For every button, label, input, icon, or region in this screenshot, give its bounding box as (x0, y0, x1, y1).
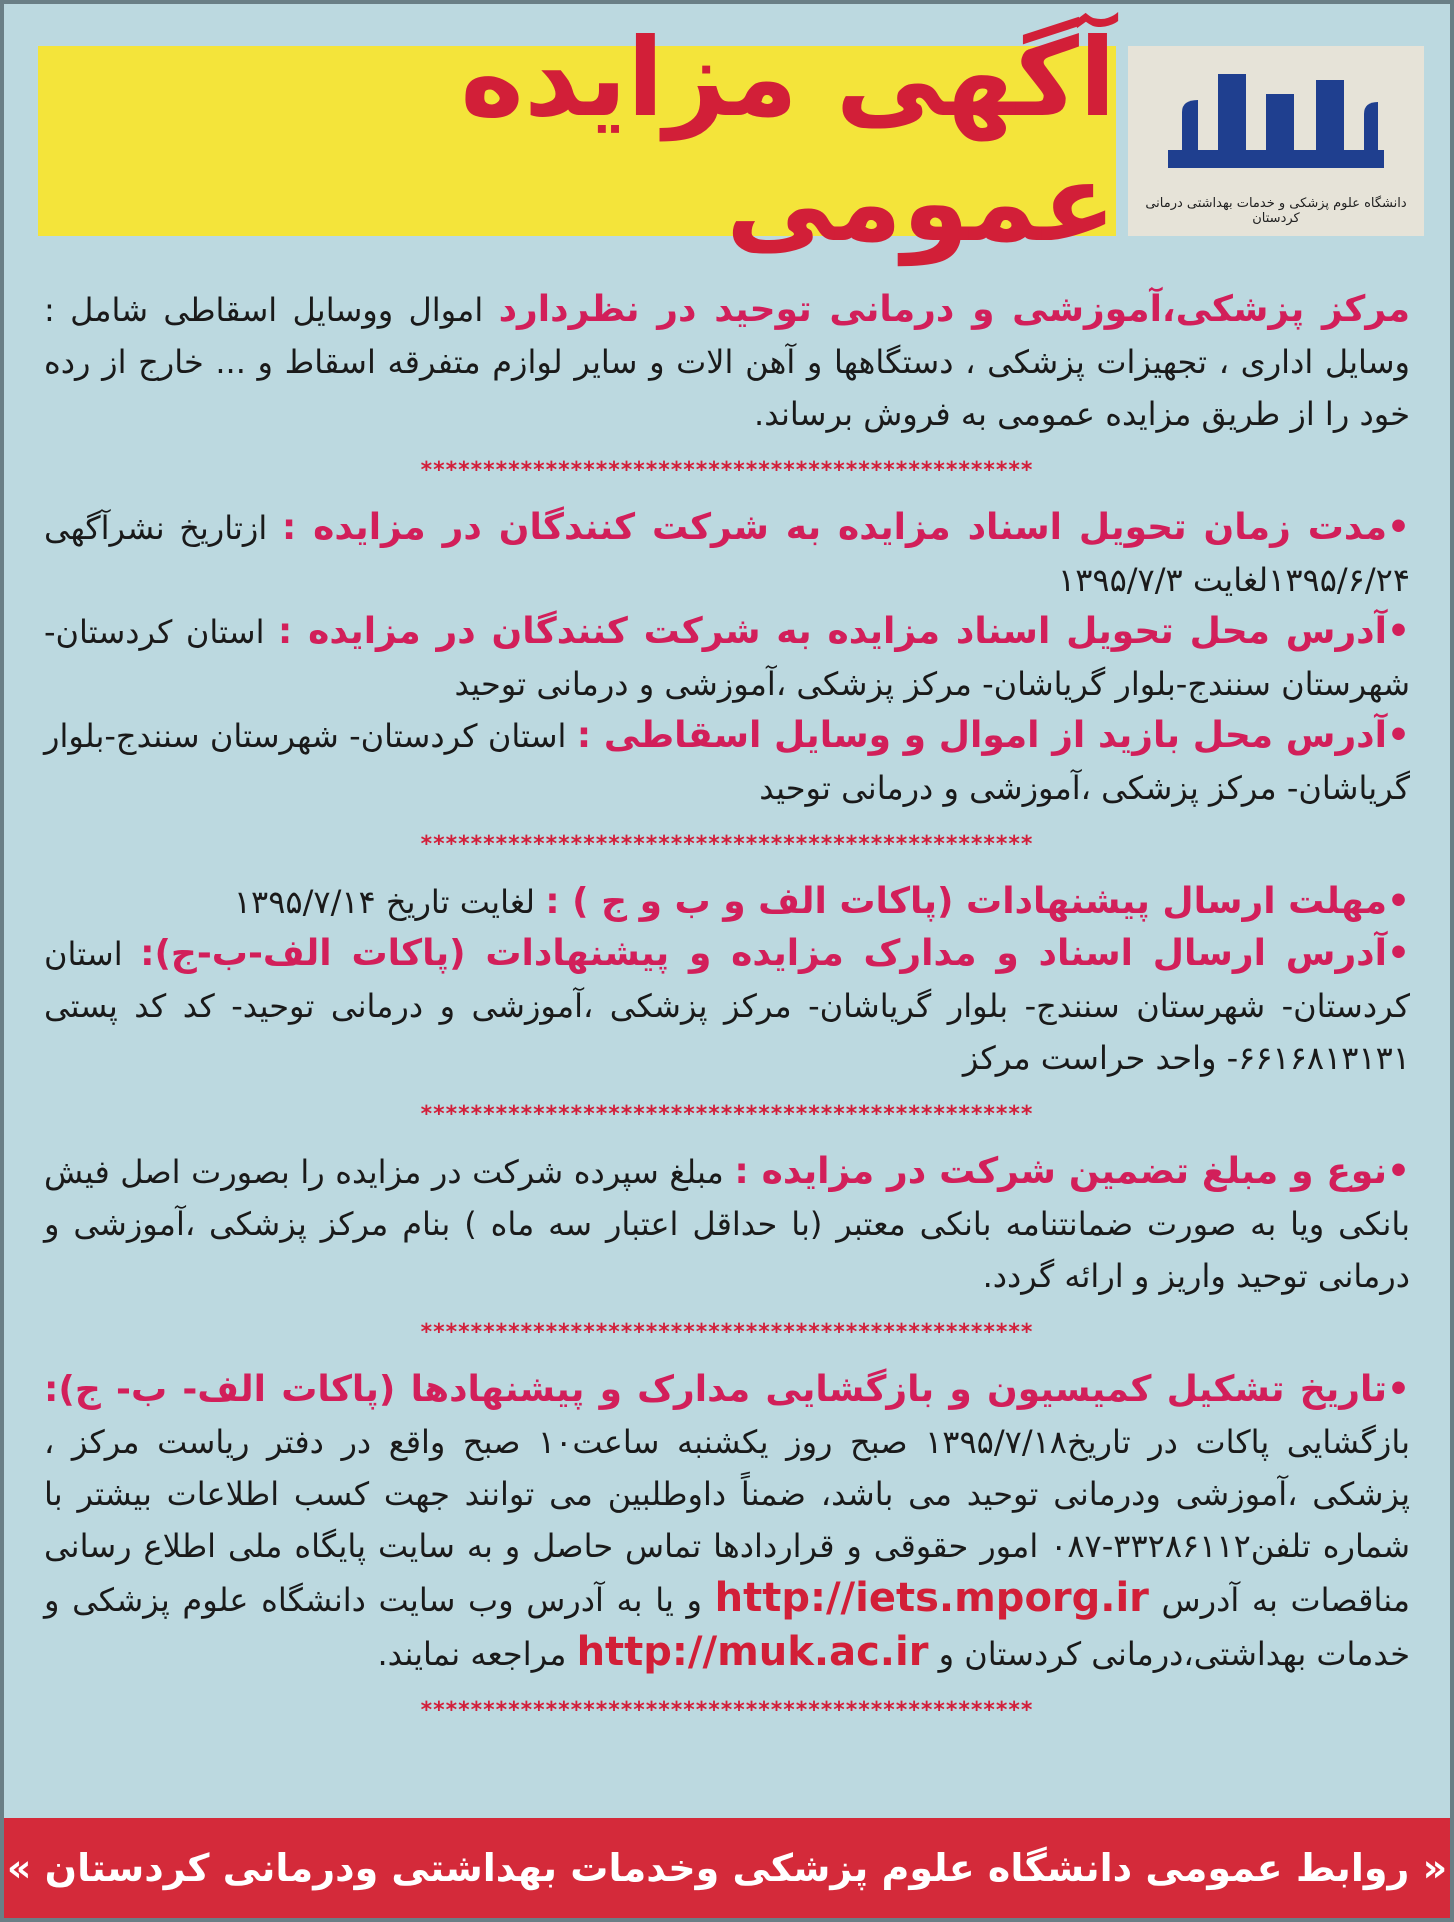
intro-paragraph (44, 284, 1410, 440)
page-title: آگهی مزایده عمومی (460, 16, 1116, 266)
title-box (38, 16, 1116, 266)
divider: ************************************************* (420, 1320, 1034, 1345)
header (34, 16, 1428, 266)
section-guarantee: •نوع و مبلغ تضمین شرکت در مزایده : مبلغ سپرده شرکت در مزایده را بصورت اصل فیش بانکی ویا به صورت ضمانتنامه بانکی معتبر (با حداقل اعتبار سه ماه ) بنام مرکز پزشکی ،آموزشی و درمانی توحید واریز و ارائه گردد. (44, 1151, 1411, 1295)
section-delivery-period: •مدت زمان تحویل اسناد مزایده به شرکت کنندگان در مزایده : ازتاریخ نشرآگهی ۱۳۹۵/۶/۲۴لغایت ۱۳۹۵/۷/۳ (44, 507, 1410, 599)
footer-text: « روابط عمومی دانشگاه علوم پزشکی وخدمات بهداشتی ودرمانی کردستان » (6, 1846, 1448, 1890)
divider: ************************************************* (420, 832, 1034, 857)
iets-link[interactable]: http://iets.mporg.ir (714, 1575, 1149, 1621)
intro-highlight: مرکز پزشکی،آموزشی و درمانی توحید در نظردارد (498, 289, 1410, 330)
university-logo (1128, 46, 1424, 236)
section-send-address: •آدرس ارسال اسناد و مدارک مزایده و پیشنهادات (پاکات الف-ب-ج): استان کردستان- شهرستان سنندج- بلوار گریاشان- مرکز پزشکی ،آموزشی و درمانی توحید- کد کد پستی ۶۶۱۶۸۱۳۱۳۱- واحد حراست مرکز (44, 933, 1411, 1077)
divider: ************************************************* (420, 1102, 1034, 1127)
content (44, 284, 1410, 1742)
section-deadline: •مهلت ارسال پیشنهادات (پاکات الف و ب و ج ) : لغایت تاریخ ۱۳۹۵/۷/۱۴ (233, 881, 1410, 922)
muk-link[interactable]: http://muk.ac.ir (576, 1629, 929, 1675)
section-visit-address: •آدرس محل بازید از اموال و وسایل اسقاطی : استان کردستان- شهرستان سنندج-بلوار گریاشان- مرکز پزشکی ،آموزشی و درمانی توحید (44, 715, 1410, 807)
divider: ************************************************* (420, 458, 1034, 483)
logo-caption: دانشگاه علوم پزشکی و خدمات بهداشتی درمانی کردستان (1145, 196, 1407, 226)
intro-text: اموال ووسایل اسقاطی شامل : وسایل اداری ، تجهیزات پزشکی ، دستگاهها و آهن الات و سایر لوازم متفرقه اسقاط و ... خارج از رده خود را از طریق مزایده عمومی به فروش برساند. (44, 291, 1410, 433)
divider: ************************************************* (420, 1698, 1034, 1723)
university-logo-icon (1168, 54, 1384, 194)
section-delivery-address: •آدرس محل تحویل اسناد مزایده به شرکت کنندگان در مزایده : استان کردستان- شهرستان سنندج-بلوار گریاشان- مرکز پزشکی ،آموزشی و درمانی توحید (44, 611, 1410, 703)
section-commission: •تاریخ تشکیل کمیسیون و بازگشایی مدارک و پیشنهادها (پاکات الف- ب- ج): بازگشایی پاکات در تاریخ۱۳۹۵/۷/۱۸ صبح روز یکشنبه ساعت۱۰ صبح واقع در دفتر ریاست مرکز ، پزشکی ،آموزشی ودرمانی توحید می باشد، ضمناً داوطلبین می توانند جهت کسب اطلاعات بیشتر با شماره تلفن۳۳۲۸۶۱۱۲-۰۸۷ امور حقوقی و قراردادها تماس حاصل و به سایت پایگاه ملی اطلاع رسانی مناقصات به آدرس http://iets.mporg.ir و یا به آدرس وب سایت دانشگاه علوم پزشکی و خدمات بهداشتی،درمانی کردستان و http://muk.ac.ir مراجعه نمایند. (44, 1369, 1411, 1675)
footer-banner (4, 1818, 1450, 1918)
